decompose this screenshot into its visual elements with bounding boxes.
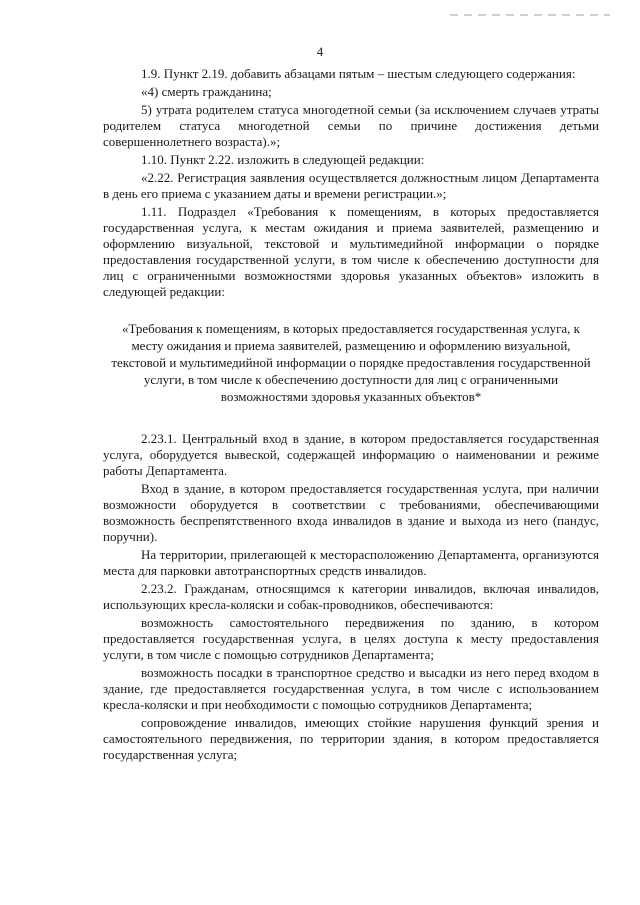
paragraph-parking: На территории, прилегающей к месторасположению Департамента, организуются места для парковки автотранспортных средств инвалидов. <box>103 547 599 578</box>
paragraph-1-9: 1.9. Пункт 2.19. добавить абзацами пятым – шестым следующего содержания: <box>141 66 576 81</box>
paragraph-item-4: «4) смерть гражданина; <box>141 84 272 99</box>
paragraph-2-22: «2.22. Регистрация заявления осуществляется должностным лицом Департамента в день его приема с указанием даты и времени регистрации.»; <box>103 170 599 201</box>
paragraph-item-5: 5) утрата родителем статуса многодетной семьи (за исключением случаев утраты родителем статуса многодетной семьи по причине достижения детьми совершеннолетнего возраста).»; <box>103 102 599 149</box>
paragraph-entrance: Вход в здание, в котором предоставляется государственная услуга, при наличии возможности оборудуется в соответствии с требованиями, обеспечивающими возможность беспрепятственного входа инвалидов в здание и выхода из него (пандус, поручни). <box>103 481 599 544</box>
scan-artifact <box>450 14 610 16</box>
paragraph-1-11: 1.11. Подраздел «Требования к помещениям, в которых предоставляется государственная услуга, к местам ожидания и приема заявителей, размещению и оформлению визуальной, текстовой и мультимедийной информации о порядке предоставления государственной услуги, в том числе к обеспечению доступности для лиц с ограниченными возможностями здоровья указанных объектов» изложить в следующей редакции: <box>103 204 599 299</box>
section-heading: «Требования к помещениям, в которых предоставляется государственная услуга, к месту ожидания и приема заявителей, размещению и оформлению визуальной, текстовой и мультимедийной информации о порядке предоставления государственной услуги, в том числе к обеспечению доступности для лиц с ограниченными возможностями здоровья указанных объектов* <box>111 321 591 404</box>
paragraph-2-23-2: 2.23.2. Гражданам, относящимся к категории инвалидов, включая инвалидов, использующих кресла-коляски и собак-проводников, обеспечиваются: <box>103 581 599 612</box>
paragraph-2-23-1: 2.23.1. Центральный вход в здание, в котором предоставляется государственная услуга, оборудуется вывеской, содержащей информацию о наименовании и режиме работы Департамента. <box>103 431 599 478</box>
paragraph-1-10: 1.10. Пункт 2.22. изложить в следующей редакции: <box>141 152 425 167</box>
document-body <box>103 66 599 765</box>
page-number: 4 <box>316 44 324 59</box>
list-item-boarding: возможность посадки в транспортное средство и высадки из него перед входом в здание, где предоставляется государственная услуга, в том числе с использованием кресла-коляски и при необходимости с помощью сотрудников Департамента; <box>103 665 599 712</box>
list-item-movement: возможность самостоятельного передвижения по зданию, в котором предоставляется государственная услуга, в целях доступа к месту предоставления услуги, в том числе с помощью сотрудников Департамента; <box>103 615 599 662</box>
list-item-escort: сопровождение инвалидов, имеющих стойкие нарушения функций зрения и самостоятельного передвижения, по территории здания, в котором предоставляется государственная услуга; <box>103 715 599 762</box>
